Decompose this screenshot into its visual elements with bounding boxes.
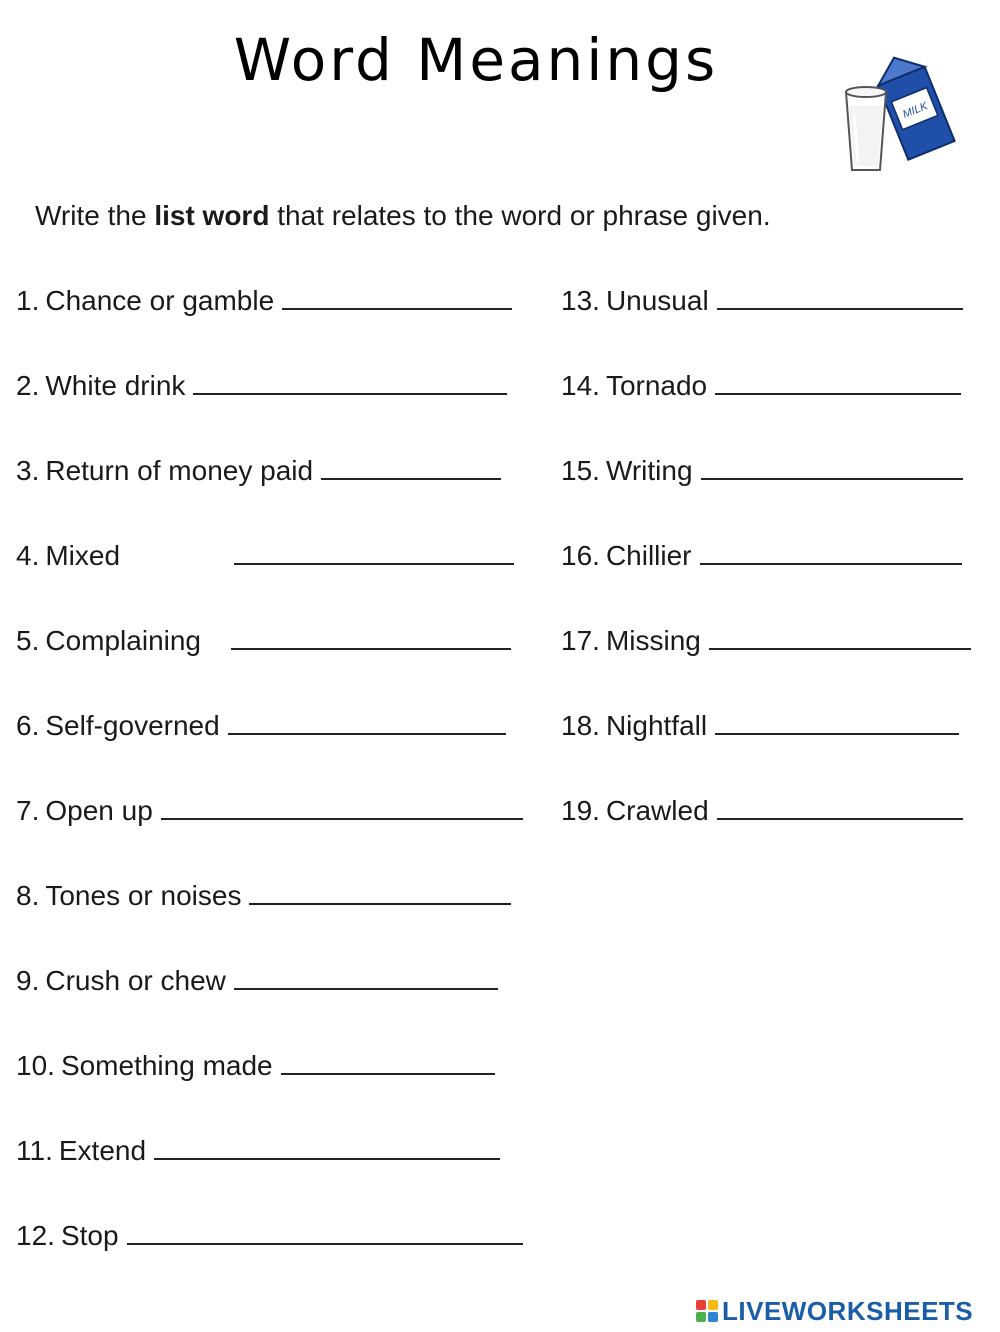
logo-tile — [708, 1312, 718, 1322]
question-19 — [561, 794, 963, 828]
question-number: 12. — [16, 1220, 55, 1251]
question-number: 2. — [16, 370, 40, 401]
answer-blank[interactable] — [717, 284, 963, 310]
question-text: Tornado — [605, 370, 708, 401]
question-number: 10. — [16, 1050, 55, 1081]
question-15 — [561, 454, 963, 488]
answer-blank[interactable] — [228, 709, 506, 735]
question-text: White drink — [45, 370, 186, 401]
question-9 — [16, 964, 498, 998]
liveworksheets-logo[interactable] — [696, 1296, 973, 1326]
question-number: 8. — [16, 880, 40, 911]
question-text: Crush or chew — [45, 965, 226, 996]
question-17 — [561, 624, 971, 658]
page-title: Word Meanings — [233, 26, 719, 94]
carton-label: MILK — [901, 100, 930, 121]
answer-blank[interactable] — [321, 454, 501, 480]
logo-tile — [696, 1312, 706, 1322]
answer-blank[interactable] — [701, 454, 963, 480]
question-18 — [561, 709, 959, 743]
question-number: 4. — [16, 540, 40, 571]
milk-glass-and-carton-illustration — [830, 44, 964, 178]
logo-mark-icon — [696, 1300, 718, 1322]
question-3 — [16, 454, 501, 488]
question-text: Complaining — [45, 625, 201, 656]
question-number: 3. — [16, 455, 40, 486]
question-number: 5. — [16, 625, 40, 656]
question-number: 14. — [561, 370, 600, 401]
question-text: Tones or noises — [45, 880, 242, 911]
question-text: Unusual — [605, 285, 709, 316]
question-text: Self-governed — [45, 710, 220, 741]
question-13 — [561, 284, 963, 318]
logo-tile — [708, 1300, 718, 1310]
question-text: Return of money paid — [45, 455, 314, 486]
question-number: 17. — [561, 625, 600, 656]
answer-blank[interactable] — [234, 964, 498, 990]
question-number: 18. — [561, 710, 600, 741]
question-10 — [16, 1049, 495, 1083]
question-number: 1. — [16, 285, 40, 316]
question-number: 16. — [561, 540, 600, 571]
answer-blank[interactable] — [234, 539, 514, 565]
question-2 — [16, 369, 507, 403]
question-text: Writing — [605, 455, 693, 486]
answer-blank[interactable] — [717, 794, 963, 820]
question-text: Chance or gamble — [45, 285, 275, 316]
instructions-emphasis: list word — [154, 200, 270, 231]
question-number: 6. — [16, 710, 40, 741]
question-12 — [16, 1219, 523, 1253]
answer-blank[interactable] — [700, 539, 962, 565]
question-number: 9. — [16, 965, 40, 996]
question-number: 19. — [561, 795, 600, 826]
answer-blank[interactable] — [154, 1134, 500, 1160]
question-text: Something made — [60, 1050, 273, 1081]
instructions-tail: that relates to the word or phrase given. — [269, 200, 771, 231]
answer-blank[interactable] — [715, 369, 961, 395]
question-16 — [561, 539, 962, 573]
question-text: Crawled — [605, 795, 709, 826]
answer-blank[interactable] — [127, 1219, 523, 1245]
question-text: Mixed — [45, 540, 121, 571]
question-11 — [16, 1134, 500, 1168]
question-4 — [16, 539, 514, 573]
question-text: Open up — [45, 795, 153, 826]
answer-blank[interactable] — [281, 1049, 495, 1075]
question-text: Nightfall — [605, 710, 708, 741]
question-text: Missing — [605, 625, 701, 656]
logo-tile — [696, 1300, 706, 1310]
question-text: Extend — [58, 1135, 147, 1166]
answer-blank[interactable] — [161, 794, 523, 820]
logo-text: LIVEWORKSHEETS — [722, 1295, 974, 1326]
answer-blank[interactable] — [715, 709, 959, 735]
question-14 — [561, 369, 961, 403]
question-1 — [16, 284, 512, 318]
answer-blank[interactable] — [709, 624, 971, 650]
question-number: 7. — [16, 795, 40, 826]
question-5 — [16, 624, 511, 658]
answer-blank[interactable] — [249, 879, 511, 905]
question-number: 13. — [561, 285, 600, 316]
instructions-lead: Write the — [35, 200, 155, 231]
answer-blank[interactable] — [282, 284, 512, 310]
question-6 — [16, 709, 506, 743]
question-text: Stop — [60, 1220, 119, 1251]
answer-blank[interactable] — [193, 369, 507, 395]
question-8 — [16, 879, 511, 913]
instructions — [35, 200, 771, 232]
answer-blank[interactable] — [231, 624, 511, 650]
question-number: 15. — [561, 455, 600, 486]
question-7 — [16, 794, 523, 828]
question-text: Chillier — [605, 540, 692, 571]
question-number: 11. — [16, 1135, 53, 1166]
